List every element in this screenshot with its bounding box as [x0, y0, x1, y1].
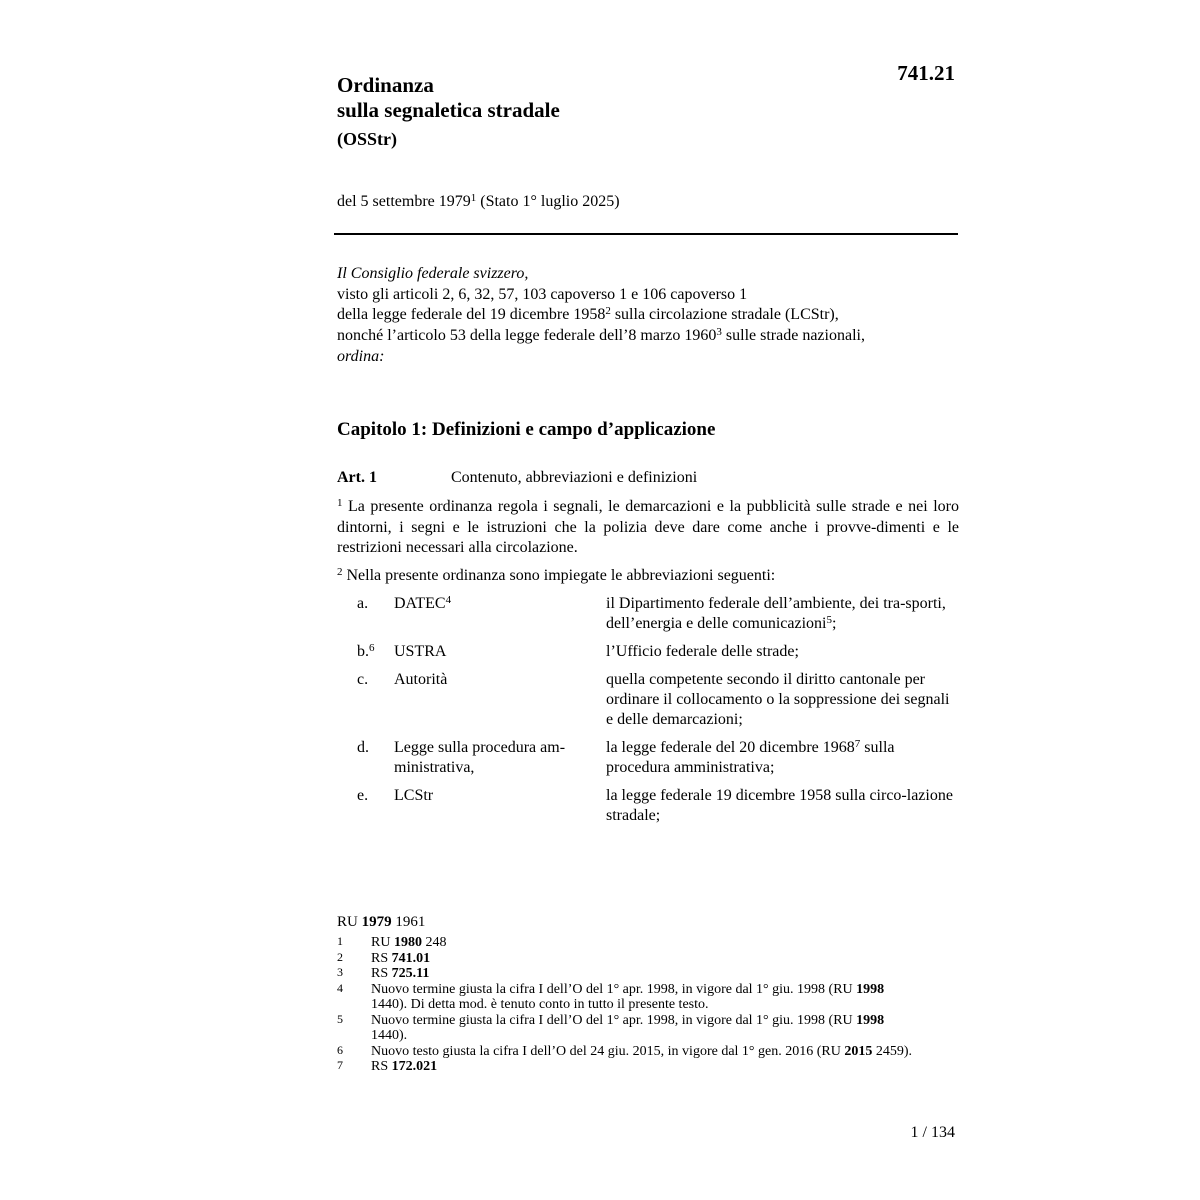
status-text: (Stato 1° luglio 2025) — [476, 193, 620, 210]
short-title: (OSStr) — [337, 129, 397, 149]
article-title: Contenuto, abbreviazioni e definizioni — [451, 469, 698, 486]
paragraph-1 — [337, 497, 959, 559]
footnote: 4 Nuovo termine giusta la cifra I dell’O del 1° apr. 1998, in vigore dal 1° giu. 1998 (RU 1998 1440). Di detta mod. è tenuto conto in tutto il presente testo. — [337, 980, 885, 1012]
footnotes — [337, 935, 917, 1075]
footnote-ref-1[interactable]: 1 — [470, 192, 477, 204]
footnote: 5 Nuovo termine giusta la cifra I dell’O del 1° apr. 1998, in vigore dal 1° giu. 1998 (RU 1998 1440). — [337, 1011, 885, 1043]
paragraph-2 — [337, 567, 775, 585]
footnote: 2 RS 741.01 — [337, 949, 431, 966]
paragraph-number: 2 — [337, 566, 343, 578]
date-text: del 5 settembre 1979 — [337, 193, 471, 210]
article-number: Art. 1 — [337, 469, 377, 486]
abbreviation-row: a. DATEC$^4$ il Dipartimento federale dell’ambiente, dei tra-sporti, dell’energia e delle comunicazioni$^5$; — [357, 594, 946, 632]
document-title — [337, 73, 560, 155]
paragraph-text: Nella presente ordinanza sono impiegate le abbreviazioni seguenti: — [342, 567, 776, 584]
preamble-authority: Il Consiglio federale svizzero, — [337, 265, 529, 282]
abbreviation-row: b.$^6$ USTRA l’Ufficio federale delle strade; — [357, 642, 799, 660]
abbreviation-list — [337, 594, 959, 834]
footnote-ref-7[interactable]: 7 — [854, 738, 861, 750]
preamble-line-2: della legge federale del 19 dicembre 1958$^2$ sulla circolazione stradale (LCStr), — [337, 305, 839, 323]
footnote: 3 RS 725.11 — [337, 965, 430, 981]
system-number: 741.21 — [897, 61, 955, 85]
abbreviation-row: c. Autorità quella competente secondo il diritto cantonale per ordinare il collocamento o la soppressione dei segnali e delle demarcazioni; — [357, 671, 950, 728]
chapter-heading: Capitolo 1: Definizioni e campo d’applicazione — [337, 419, 716, 440]
footnote: 6 Nuovo testo giusta la cifra I dell’O del 24 giu. 2015, in vigore dal 1° gen. 2016 (RU 2015 2459). — [337, 1042, 913, 1059]
preamble-line-1: visto gli articoli 2, 6, 32, 57, 103 capoverso 1 e 106 capoverso 1 — [337, 285, 748, 303]
footnote-ref-5[interactable]: 5 — [826, 614, 832, 626]
footnote: 7 RS 172.021 — [337, 1058, 438, 1074]
abbreviation-row: e. LCStr la legge federale 19 dicembre 1958 sulla circo-lazione stradale; — [357, 787, 953, 824]
source-reference: RU 1979 1961 — [337, 914, 426, 930]
preamble-ordina: ordina: — [337, 348, 385, 365]
abbreviation-row: d. Legge sulla procedura am-ministrativa, la legge federale del 20 dicembre 1968$^7$ sulla procedura amministrativa; — [357, 738, 895, 776]
preamble-line-3: nonché l’articolo 53 della legge federale dell’8 marzo 1960$^3$ sulle strade nazionali, — [337, 325, 865, 344]
header-divider — [334, 233, 958, 235]
footnote-ref-3[interactable]: 3 — [716, 325, 722, 338]
footnote: 1 RU 1980 248 — [337, 934, 447, 950]
footnote-ref-4[interactable]: 4 — [445, 594, 452, 606]
paragraph-text: La presente ordinanza regola i segnali, le demarcazioni e la pubblicità sulle strade e nei loro dintorni, i segni e le istruzioni che la polizia deve dare come anche i provve-dimenti e le restrizioni necessari alla circolazione. — [337, 498, 959, 556]
article-heading — [337, 469, 697, 487]
paragraph-number: 1 — [337, 497, 343, 509]
title-line-1: Ordinanza — [337, 73, 434, 97]
date-line — [337, 193, 620, 211]
page-number: 1 / 134 — [910, 1124, 955, 1141]
footnote-ref-6[interactable]: 6 — [369, 642, 375, 654]
title-line-2: sulla segnaletica stradale — [337, 98, 560, 122]
footnote-ref-2[interactable]: 2 — [605, 305, 611, 317]
preamble — [337, 264, 967, 368]
